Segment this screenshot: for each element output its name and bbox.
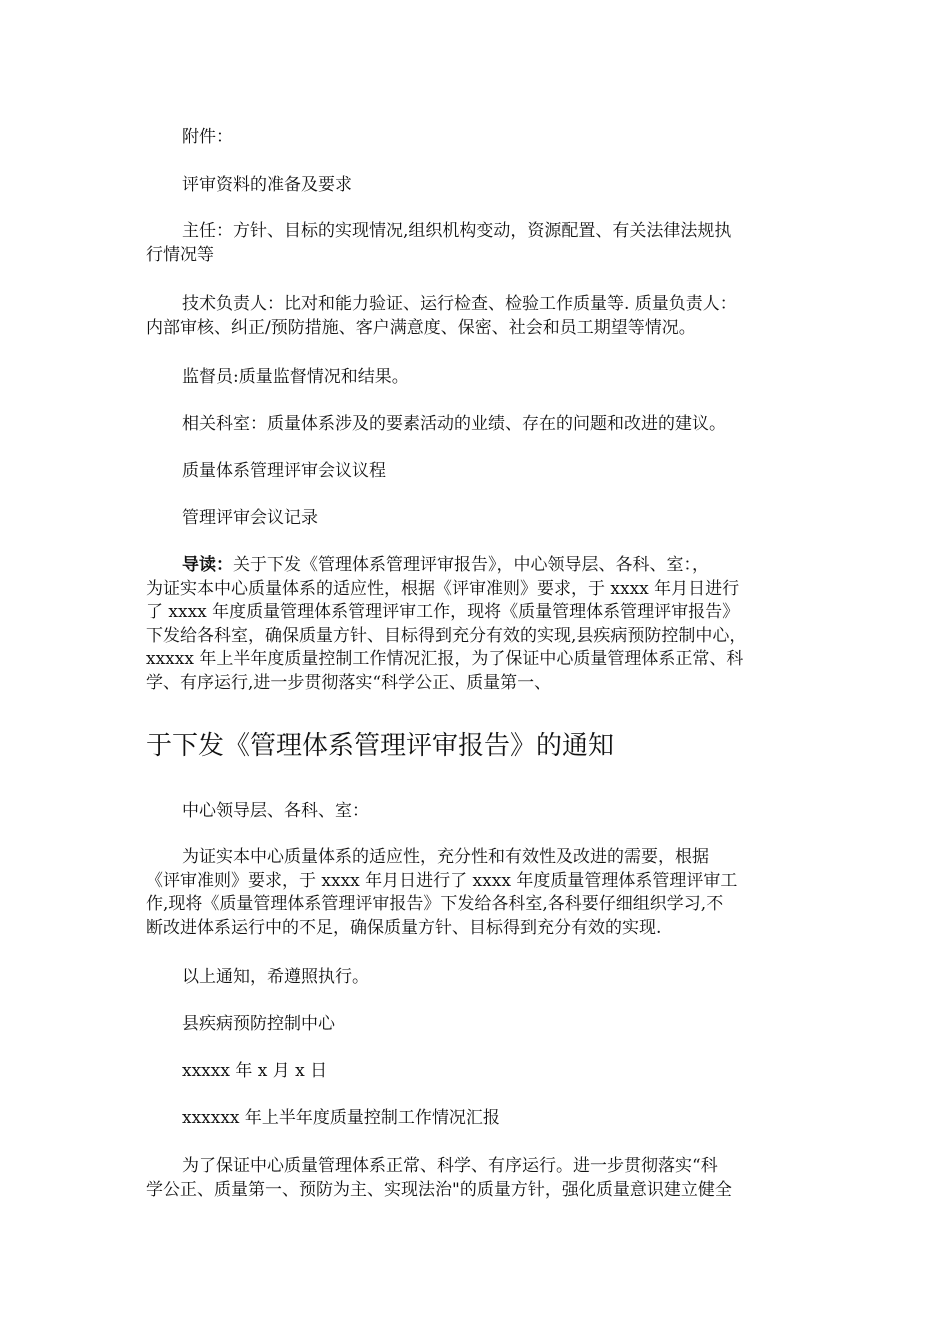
- report-paragraph: [146, 1155, 816, 1202]
- notice-body-line-1: 为证实本中心质量体系的适应性，充分性和有效性及改进的需要，根据: [182, 847, 709, 867]
- review-materials-title: 评审资料的准备及要求: [182, 175, 352, 195]
- report-line-1: 为了保证中心质量管理体系正常、科学、有序运行。进一步贯彻落实“科: [182, 1156, 718, 1176]
- attachment-label: 附件：: [182, 127, 233, 147]
- notice-organization: 县疾病预防控制中心: [182, 1014, 335, 1034]
- notice-body-line-2: 《评审准则》要求，于 xxxx 年月日进行了 xxxx 年度质量管理体系管理评审工: [146, 870, 738, 891]
- intro-label: 导读：: [182, 555, 233, 575]
- notice-body-line-3: 作,现将《质量管理体系管理评审报告》下发给各科室,各科要仔细组织学习,不: [146, 894, 724, 914]
- report-line-2: 学公正、质量第一、预防为主、实现法治"的质量方针，强化质量意识建立健全: [146, 1179, 732, 1200]
- intro-paragraph: [146, 554, 816, 695]
- meeting-agenda-title: 质量体系管理评审会议议程: [182, 461, 386, 481]
- intro-line-2: 为证实本中心质量体系的适应性，根据《评审准则》要求，于 xxxx 年月日进行: [146, 578, 740, 599]
- notice-salutation: 中心领导层、各科、室：: [182, 801, 369, 821]
- notice-title: 于下发《管理体系管理评审报告》的通知: [146, 731, 615, 761]
- intro-line-1: [146, 554, 816, 578]
- supervisor-paragraph: 监督员:质量监督情况和结果。: [182, 367, 409, 387]
- intro-line-5: xxxxx 年上半年度质量控制工作情况汇报，为了保证中心质量管理体系正常、科: [146, 649, 744, 669]
- intro-line-4: 下发给各科室，确保质量方针、目标得到充分有效的实现,县疾病预防控制中心，: [146, 625, 747, 646]
- director-paragraph: [146, 220, 816, 267]
- director-line-1: 主任：方针、目标的实现情况,组织机构变动，资源配置、有关法律法规执: [182, 221, 732, 241]
- meeting-record-title: 管理评审会议记录: [182, 508, 318, 528]
- intro-line-1-text: 关于下发《管理体系管理评审报告》，中心领导层、各科、室：，: [233, 555, 709, 575]
- notice-closing: 以上通知，希遵照执行。: [182, 967, 369, 987]
- intro-line-3: 了 xxxx 年度质量管理体系管理评审工作，现将《质量管理体系管理评审报告》: [146, 602, 740, 622]
- tech-paragraph: [146, 293, 816, 340]
- notice-date: xxxxx 年 x 月 x 日: [182, 1061, 328, 1081]
- director-line-2: 行情况等: [146, 244, 214, 265]
- tech-line-2: 内部审核、纠正/预防措施、客户满意度、保密、社会和员工期望等情况。: [146, 317, 696, 338]
- notice-body: [146, 846, 816, 940]
- tech-line-1: 技术负责人：比对和能力验证、运行检查、检验工作质量等. 质量负责人：: [182, 294, 737, 314]
- intro-line-6: 学、有序运行,进一步贯彻落实“科学公正、质量第一、: [146, 672, 552, 693]
- notice-body-line-4: 断改进体系运行中的不足，确保质量方针、目标得到充分有效的实现.: [146, 917, 662, 938]
- report-title: xxxxxx 年上半年度质量控制工作情况汇报: [182, 1108, 500, 1128]
- department-paragraph: 相关科室：质量体系涉及的要素活动的业绩、存在的问题和改进的建议。: [182, 414, 726, 434]
